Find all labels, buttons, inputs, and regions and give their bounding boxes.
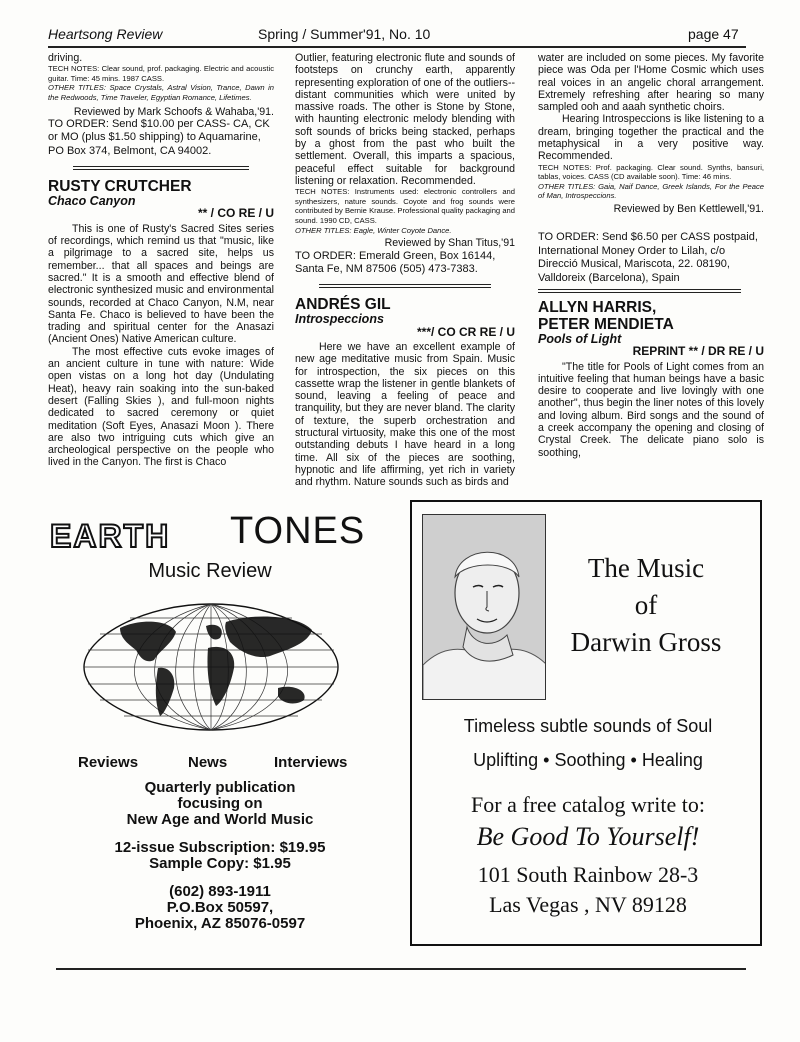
ad-title xyxy=(546,550,746,661)
rating: REPRINT ** / DR RE / U xyxy=(632,344,764,359)
review-paragraph: Outlier, featuring electronic flute and sounds of footsteps on crunchy earth, apparently representing exploration of one of the outliers-- distant communities which were united by massive roads. The other is Stone by Stone, with haunting electronic melody blending with soft sounds of bricks being stacked, perhaps by a ghost from the past who built the settlement. Overall, this imparts a spacious, peaceful effect suitable for background listening or relaxation. Recommended. xyxy=(295,52,515,187)
ad-text: Quarterly publication xyxy=(144,779,296,796)
cont-text: driving. xyxy=(48,52,83,64)
ad-text: New Age and World Music xyxy=(126,811,314,828)
reviewer: Reviewed by Ben Kettlewell,'91. xyxy=(613,203,764,216)
section-divider xyxy=(319,284,491,288)
reviewer: Reviewed by Mark Schoofs & Wahaba,'91. xyxy=(73,105,274,118)
ad-address: P.O.Box 50597, xyxy=(166,899,274,916)
earth-tones-ad xyxy=(30,508,410,948)
ad-subtitle: Music Review xyxy=(148,560,272,582)
ad-title xyxy=(50,510,410,558)
review-paragraph: water are included on some pieces. My favorite piece was Oda per l'Home Cosmic which uses real voices in an angelic choral arrangement. Extremely refreshing after hearing so many sampled ooh and aaah synthetic choirs. xyxy=(538,52,764,114)
ad-price: 12-issue Subscription: $19.95 xyxy=(114,839,326,856)
portrait-photo xyxy=(422,514,546,700)
ad-street: 101 South Rainbow 28-3 xyxy=(477,862,699,887)
column-3 xyxy=(538,52,764,459)
ad-price: Sample Copy: $1.95 xyxy=(149,855,291,872)
review-paragraph: "The title for Pools of Light comes from an intuitive feeling that human beings have a basic desire to cooperate and live lovingly with one another", thus begin the liner notes of this lovely and loving album. Bird songs and the sound of a creek accompany the opening and closing of Crystal Creek. The delicate piano solo is soothing, xyxy=(538,360,764,459)
tech-notes: TECH NOTES: Instruments used: electronic controllers and synthesizers, nature sounds. Coyote and frog sounds were contributed by Bernie Krause. Professional quality packaging and sound. 1990 CD, CASS. xyxy=(295,187,515,226)
artist-name: RUSTY CRUTCHER xyxy=(48,178,192,196)
order-info: TO ORDER: Emerald Green, Box 16144, Santa Fe, NM 87506 (505) 473-7383. xyxy=(295,249,496,275)
review-paragraph: Here we have an excellent example of new age meditative music from Spain. Music for introspection, the six pieces on this cassette wrap the listener in gentle blankets of sound, leaving a feeling of peace and tranquility, but they are never bland. The clarity of texture, the superb orchestration and structural virtuosity, make this one of the most outstanding debuts I have heard in a long time. All six of the pieces are soothing, hypnotic and life affirming, yet rich in variety and rhythm. Nature sounds such as birds and xyxy=(295,340,515,489)
ad-nav-interviews: Interviews xyxy=(274,754,348,771)
ad-phone: (602) 893-1911 xyxy=(169,883,271,900)
magazine-title: Heartsong Review xyxy=(48,26,163,42)
album-title: Pools of Light xyxy=(538,331,622,346)
page-number: page 47 xyxy=(688,26,739,42)
ad-text: focusing on xyxy=(177,795,263,812)
tech-notes: TECH NOTES: Prof. packaging. Clear sound. Synths, bansuri, tablas, voices. CASS (CD available soon). Time: 46 mins. xyxy=(538,162,764,182)
other-titles: OTHER TITLES: Space Crystals, Astral Vision, Trance, Dawn in the Redwoods, Time Traveler, Egyptian Romance, Lifetimes. xyxy=(48,83,274,103)
ad-title-line: The Music xyxy=(587,553,705,583)
order-info: TO ORDER: Send $6.50 per CASS postpaid, International Money Order to Lilah, c/o Direcció Musical, Mariscota, 22. 08190, Valldoreix (Barcelona), Spain xyxy=(538,231,758,284)
bottom-rule xyxy=(56,968,746,970)
darwin-gross-ad xyxy=(410,500,762,946)
globe-map-icon xyxy=(80,598,342,736)
review-paragraph: Hearing Introspeccions is like listening to a dream, bringing together the practical and the metaphysical in a very positive way. Recommended. xyxy=(538,113,764,163)
rating: ** / CO RE / U xyxy=(197,206,274,221)
section-divider xyxy=(538,289,741,293)
rating: ***/ CO CR RE / U xyxy=(416,324,515,339)
portrait-icon xyxy=(423,515,546,700)
ad-catalog-text: For a free catalog write to: xyxy=(471,792,705,817)
reviewer: Reviewed by Shan Titus,'91 xyxy=(384,237,515,250)
ad-title-line: of xyxy=(634,590,658,620)
ad-title-thin: TONES xyxy=(230,510,366,552)
section-divider xyxy=(73,166,249,170)
order-info: TO ORDER: Send $10.00 per CASS- CA, CK or MO (plus $1.50 shipping) to Aquamarine, PO Box 374, Belmont, CA 94002. xyxy=(48,117,270,157)
ad-benefits: Uplifting • Soothing • Healing xyxy=(473,750,703,770)
review-paragraph: This is one of Rusty's Sacred Sites series of recordings, which remind us that "music, like a pilgrimage to a sacred site, helps us remember... that all spaces and beings are sacred." It is a smooth and effective blend of electronic synthesized music and environmental sounds, recorded at Chaco Canyon, N.M, near Santa Fe. Chaco is believed to have been the trading and spiritual center for the Anasazi (Ancient Ones) Native American culture. xyxy=(48,222,274,346)
ad-company: Be Good To Yourself! xyxy=(476,822,700,851)
artist-name: ALLYN HARRIS, xyxy=(538,298,657,316)
other-titles: OTHER TITLES: Gaia, Naif Dance, Greek Islands, For the Peace of Man, Introspeccions. xyxy=(538,181,764,201)
ad-address: Phoenix, AZ 85076-0597 xyxy=(134,915,306,932)
tech-notes: TECH NOTES: Clear sound, prof. packaging. Electric and acoustic guitar. Time: 45 mins. 1987 CASS. xyxy=(48,64,274,83)
column-2 xyxy=(295,52,515,489)
header-rule xyxy=(48,46,746,48)
page-header xyxy=(48,26,748,46)
album-title: Chaco Canyon xyxy=(48,194,136,209)
ad-tagline: Timeless subtle sounds of Soul xyxy=(463,716,713,736)
ad-title-bold: EARTH xyxy=(50,518,171,554)
ad-nav-news: News xyxy=(188,754,228,771)
artist-name: PETER MENDIETA xyxy=(538,315,674,333)
artist-name: ANDRÉS GIL xyxy=(295,296,391,314)
ad-nav-reviews: Reviews xyxy=(78,754,139,771)
other-titles: OTHER TITLES: Eagle, Winter Coyote Dance. xyxy=(295,225,452,235)
album-title: Introspeccions xyxy=(295,312,384,327)
column-1 xyxy=(48,52,274,469)
review-paragraph: The most effective cuts evoke images of an ancient culture in tune with nature: Wide open vistas on a long hot day (Undulating Heat), heavy rain soaking into the sun-baked desert (Falling Skies ), and full-moon nights dedicated to sacred ceremony or quiet meditation (Soft Eyes, Anasazi Moon ). There are also two intriguing cuts which give an archeological perspective on the people who lived in the Canyon. The first is Chaco xyxy=(48,345,274,469)
ad-title-line: Darwin Gross xyxy=(570,627,722,657)
issue-label: Spring / Summer'91, No. 10 xyxy=(258,26,431,42)
ad-city: Las Vegas , NV 89128 xyxy=(489,892,687,917)
